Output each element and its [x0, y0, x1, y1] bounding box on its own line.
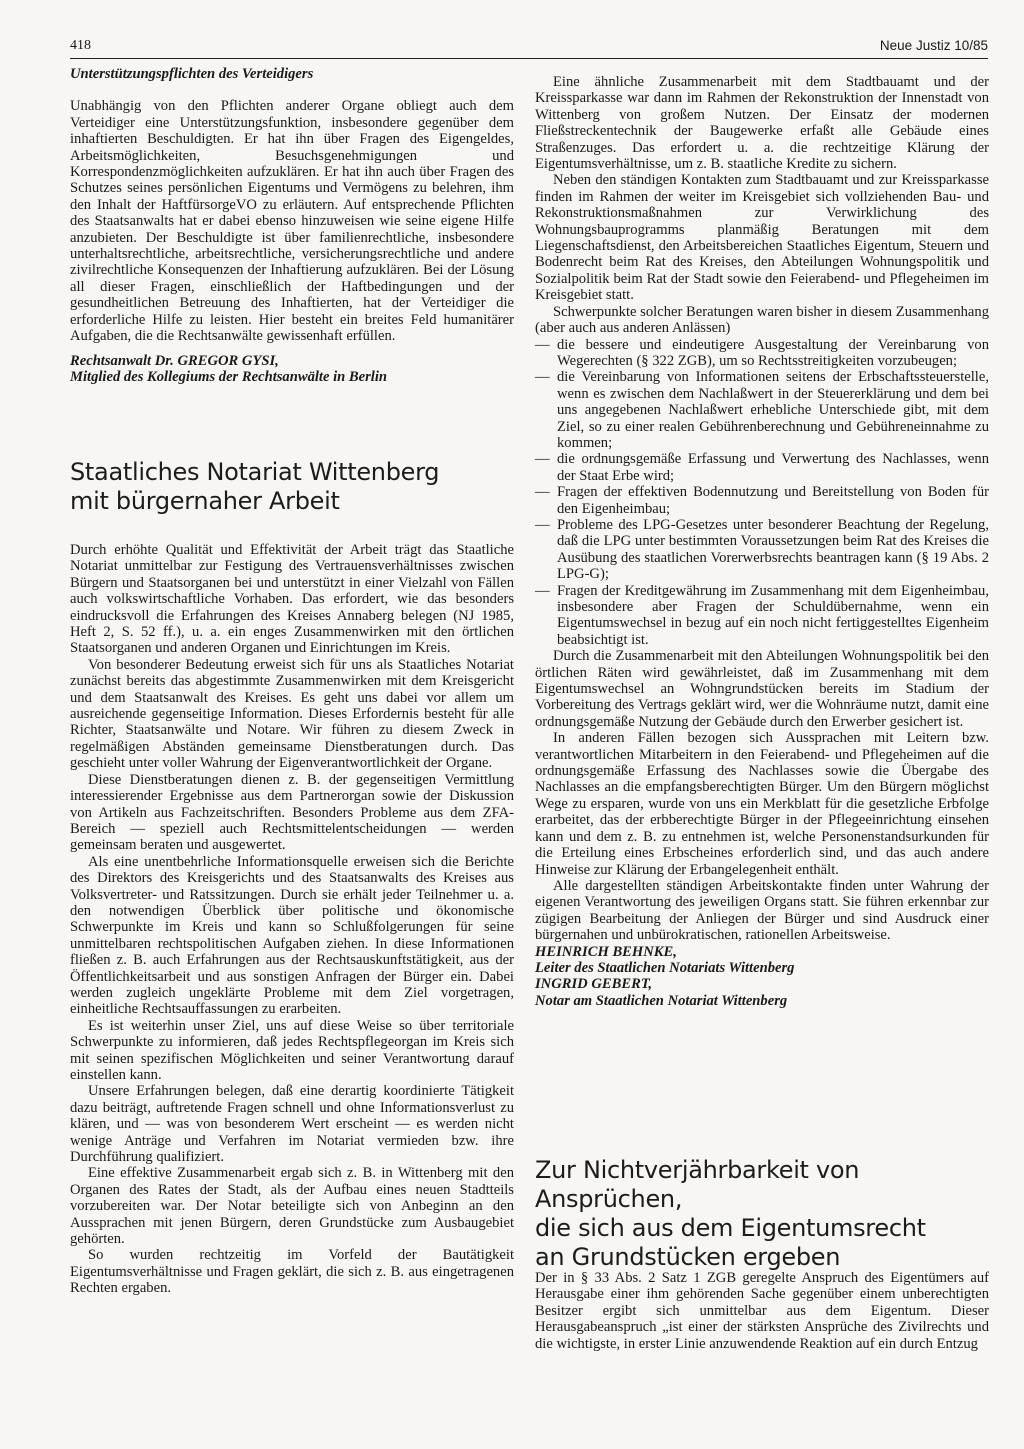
page-header: [70, 36, 988, 59]
article2-title: [535, 1156, 985, 1272]
author-name: HEINRICH BEHNKE,: [535, 943, 677, 960]
body-paragraph: Unsere Erfahrungen belegen, daß eine derartig koordinierte Tätigkeit dazu beiträgt, auftretende Fragen schnell und ohne Informationsverlust zu klären, und — was von besonderem Wert erscheint — es werden nicht wenige Anträge und Verfahren im Notariat vermieden bzw. ihre Durchführung qualifiziert.: [70, 1083, 514, 1166]
body-paragraph: Es ist weiterhin unser Ziel, uns auf diese Weise so über territoriale Schwerpunkte zu informieren, daß jedes Rechtspflegeorgan im Kreis sich mit seinen spezifischen Möglichkeiten und seiner Verantwortung darauf einstellen kann.: [70, 1017, 514, 1083]
article-title-line: mit bürgernaher Arbeit: [70, 487, 340, 515]
intro-paragraph: Unabhängig von den Pflichten anderer Organe obliegt auch dem Verteidiger eine Unterstützungsfunktion, insbesondere gegenüber dem inhaftierten Beschuldigten. Er hat ihn über Fragen des Eigengeldes, Arbeitsmöglichkeiten, Besuchsgenehmigungen und Korrespondenzmöglichkeiten aufzuklären. Er hat ihn auch über Fragen des Schutzes seines persönlichen Eigentums und Vermögens zu belehren, ihm den Inhalt der HaftfürsorgeVO zu erläutern. Auf entsprechende Pflichten des Staatsanwalts hat er dabei ebenso hinzuweisen wie seine eigene Hilfe anzubieten. Der Beschuldigte ist über familienrechtliche, insbesondere unterhaltsrechtliche, arbeitsrechtliche, versicherungsrechtliche und andere zivilrechtliche Konsequenzen der Inhaftierung aufzuklären. Bei der Lösung all dieser Fragen, einschließlich der Haftbedingungen und der gesundheitlichen Betreuung des Inhaftierten, hat der Verteidiger die erforderliche Hilfe zu leisten. Hier besteht ein breites Feld humanitärer Aufgaben, die die Rechtsanwälte gewissenhaft erfüllen.: [70, 98, 514, 345]
section-subhead: Unterstützungspflichten des Verteidigers: [70, 66, 314, 82]
topic-list: [535, 337, 989, 649]
article-title-line: die sich aus dem Eigentumsrecht: [535, 1214, 926, 1242]
article-title-line: an Grundstücken ergeben: [535, 1243, 841, 1271]
right-column-body: [535, 74, 989, 1009]
author-name: INGRID GEBERT,: [535, 976, 653, 993]
article-title-line: Staatliches Notariat Wittenberg: [70, 458, 440, 486]
body-paragraph: Eine ähnliche Zusammenarbeit mit dem Stadtbauamt und der Kreissparkasse war dann im Rahmen der Rekonstruktion der Innenstadt von Wittenberg von großem Nutzen. Der Einsatz der modernen Fließstreckentechnik der Baugewerke erfaßt alle Gebäude eines Straßenzuges. Das erfordert u. a. die rechtzeitige Klärung der Eigentumsverhältnisse, um z. B. staatliche Kredite zu sichern.: [535, 74, 989, 173]
author-role: Notar am Staatlichen Notariat Wittenberg: [535, 992, 788, 1009]
body-paragraph: Schwerpunkte solcher Beratungen waren bisher in diesem Zusammenhang (aber auch aus anderen Anlässen): [535, 303, 989, 337]
author-role: Mitglied des Kollegiums der Rechtsanwälte in Berlin: [70, 368, 388, 385]
body-paragraph: Als eine unentbehrliche Informationsquelle erweisen sich die Berichte des Direktors des Kreisgerichts und des Staatsanwalts des Kreises aus Volksvertreter- und Ratssitzungen. Durch sie erhält jeder Teilnehmer u. a. den notwendigen Überblick über politische und ökonomische Schwerpunkte im Kreis und kann so Schlußfolgerungen für seine unmittelbaren rechtspolitischen Aufgaben ziehen. In diese Informationen fließen z. B. auch Erfahrungen aus der Rechtsauskunftstätigkeit, aus der Öffentlichkeitsarbeit und aus sonstigen Anfragen der Bürger ein. Dabei werden zugleich ungeklärte Probleme mit dem Ziel vorgetragen, einheitliche Rechtsauffassungen zu erarbeiten.: [70, 853, 514, 1018]
body-paragraph: In anderen Fällen bezogen sich Aussprachen mit Leitern bzw. verantwortlichen Mitarbeitern in den Feierabend- und Pflegeheimen auf die ordnungsgemäße Erfassung des Nachlasses sowie die Übergabe des Nachlasses an die empfangsberechtigten Bürger. Um den Bürgern möglichst Wege zu ersparen, wurde von uns ein Merkblatt für die gesetzliche Erbfolge erarbeitet, das der erbberechtigte Bürger in der Pflegeeinrichtung einsehen kann und dem z. B. zu entnehmen ist, welche Personenstandsurkunden für die Erteilung eines Erbscheines erforderlich sind, und das auch andere Hinweise zur Klärung der Erbangelegenheit enthält.: [535, 730, 989, 878]
article2-body: [535, 1270, 989, 1352]
body-paragraph: Eine effektive Zusammenarbeit ergab sich z. B. in Wittenberg mit den Organen des Rates der Stadt, als der Aufbau eines neuen Stadtteils vorzubereiten war. Der Notar beteiligte sich von Anbeginn an den Aussprachen mit jenen Bürgern, deren Grundstücke zum Ausbaugebiet gehörten.: [70, 1165, 514, 1248]
list-item: — die bessere und eindeutigere Ausgestaltung der Vereinbarung von Wegerechten (§ 322 ZGB), um so Rechtsstreitigkeiten vorzubeugen;: [535, 337, 989, 370]
article-title: [70, 458, 510, 516]
body-paragraph: Diese Dienstberatungen dienen z. B. der gegenseitigen Vermittlung interessierender Ergebnisse aus dem Partnerorgan sowie der Diskussion von Artikeln aus Fachzeitschriften. Besonders Probleme aus dem ZFA-Bereich — speziell auch Rechtsmittelentscheidungen — werden gemeinsam beraten und ausgewertet.: [70, 771, 514, 854]
journal-issue: Neue Justiz 10/85: [879, 38, 988, 53]
article-title-line: Zur Nichtverjährbarkeit von Ansprüchen,: [535, 1156, 860, 1213]
body-paragraph: Durch erhöhte Qualität und Effektivität der Arbeit trägt das Staatliche Notariat unmittelbar zur Festigung des Vertrauensverhältnisses zwischen Bürgern und Staatsorganen bei und unterstützt in einer Vielzahl von Fällen auch volkswirtschaftliche Vorhaben. Das erfordert, wie das besonders eindrucksvoll die Erfahrungen des Kreises Annaberg belegen (NJ 1985, Heft 2, S. 52 ff.), u. a. ein enges Zusammenwirken mit den örtlichen Staatsorganen und anderen Organen und Einrichtungen im Kreis.: [70, 542, 514, 657]
left-column-body: [70, 542, 514, 1297]
list-item: — Fragen der effektiven Bodennutzung und Bereitstellung von Boden für den Eigenheimbau;: [535, 484, 989, 517]
body-paragraph: Der in § 33 Abs. 2 Satz 1 ZGB geregelte Anspruch des Eigentümers auf Herausgabe einer ihm gehörenden Sache gegenüber einem unberechtigten Besitzer ergibt sich unmittelbar aus dem Eigentum. Dieser Herausgabeanspruch „ist einer der stärksten Ansprüche des Zivilrechts und die wichtigste, in erster Linie anzuwendende Reaktion auf ein durch Entzug: [535, 1270, 989, 1352]
body-paragraph: Von besonderer Bedeutung erweist sich für uns als Staatliches Notariat zunächst bereits das abgestimmte Zusammenwirken mit dem Kreisgericht und dem Staatsanwalt des Kreises. Es geht uns dabei vor allem um ausreichende gegenseitige Information. Dieses Erfordernis besteht für alle Richter, Staatsanwälte und Notare. Wir führen zu diesem Zweck in regelmäßigen Abständen gemeinsame Dienstberatungen durch. Das geschieht unter voller Wahrung der Eigenverantwortlichkeit der Organe.: [70, 656, 514, 772]
author-name: Rechtsanwalt Dr. GREGOR GYSI,: [70, 352, 279, 369]
list-item: — Probleme des LPG-Gesetzes unter besonderer Beachtung der Regelung, daß die LPG unter bestimmten Voraussetzungen beim Rat des Kreises die Ausübung des staatlichen Vorerwerbsrechts beantragen kann (§ 19 Abs. 2 LPG-G);: [535, 517, 989, 583]
body-paragraph: Neben den ständigen Kontakten zum Stadtbauamt und zur Kreissparkasse finden im Rahmen der weiter im Kreisgebiet sich vollziehenden Bau- und Rekonstruktionsmaßnahmen zur Verwirklichung des Wohnungsbauprogramms planmäßig Beratungen mit dem Liegenschaftsdienst, den Arbeitsbereichen Staatliches Eigentum, Steuern und Bodenrecht beim Rat des Kreises, den Abteilungen Wohnungspolitik und Sozialpolitik beim Rat der Stadt sowie den Feierabend- und Pflegeheimen im Kreisgebiet statt.: [535, 172, 989, 304]
body-paragraph: Alle dargestellten ständigen Arbeitskontakte finden unter Wahrung der eigenen Verantwortung des jeweiligen Organs statt. Sie führen erkennbar zur zügigen Bearbeitung der Anliegen der Bürger und sind Ausdruck einer bürgernahen und unbürokratischen, rationellen Arbeitsweise.: [535, 877, 989, 944]
body-paragraph: Durch die Zusammenarbeit mit den Abteilungen Wohnungspolitik bei den örtlichen Räten wird gewährleistet, daß im Zusammenhang mit dem Eigentumswechsel an Wohngrundstücken bereits im Stadium der Vorbereitung des Vertrags geklärt wird, wer die Wohnräume nutzt, damit eine ordnungsgemäße Nutzung der Gebäude durch den Erwerber gesichert ist.: [535, 648, 989, 730]
list-item: — die Vereinbarung von Informationen seitens der Erbschaftssteuerstelle, wenn es zwischen dem Nachlaßwert in der Steuererklärung und dem bei uns angegebenen Nachlaßwert erhebliche Unterschiede gibt, mit dem Ziel, so zu einer realen Gebührenberechnung und Gebühreneinnahme zu kommen;: [535, 369, 989, 451]
body-paragraph: So wurden rechtzeitig im Vorfeld der Bautätigkeit Eigentumsverhältnisse und Fragen geklärt, die sich z. B. aus eingetragenen Rechten ergaben.: [70, 1247, 514, 1297]
list-item: — Fragen der Kreditgewährung im Zusammenhang mit dem Eigenheimbau, insbesondere aber Fragen der Schuldübernahme, wenn ein Eigentumswechsel in bezug auf ein noch nicht fertiggestelltes Eigenheim beabsichtigt ist.: [535, 583, 989, 649]
author-role: Leiter des Staatlichen Notariats Wittenberg: [535, 959, 795, 976]
left-column-top: [70, 66, 514, 385]
list-item: — die ordnungsgemäße Erfassung und Verwertung des Nachlasses, wenn der Staat Erbe wird;: [535, 451, 989, 484]
page-number: 418: [70, 38, 91, 53]
